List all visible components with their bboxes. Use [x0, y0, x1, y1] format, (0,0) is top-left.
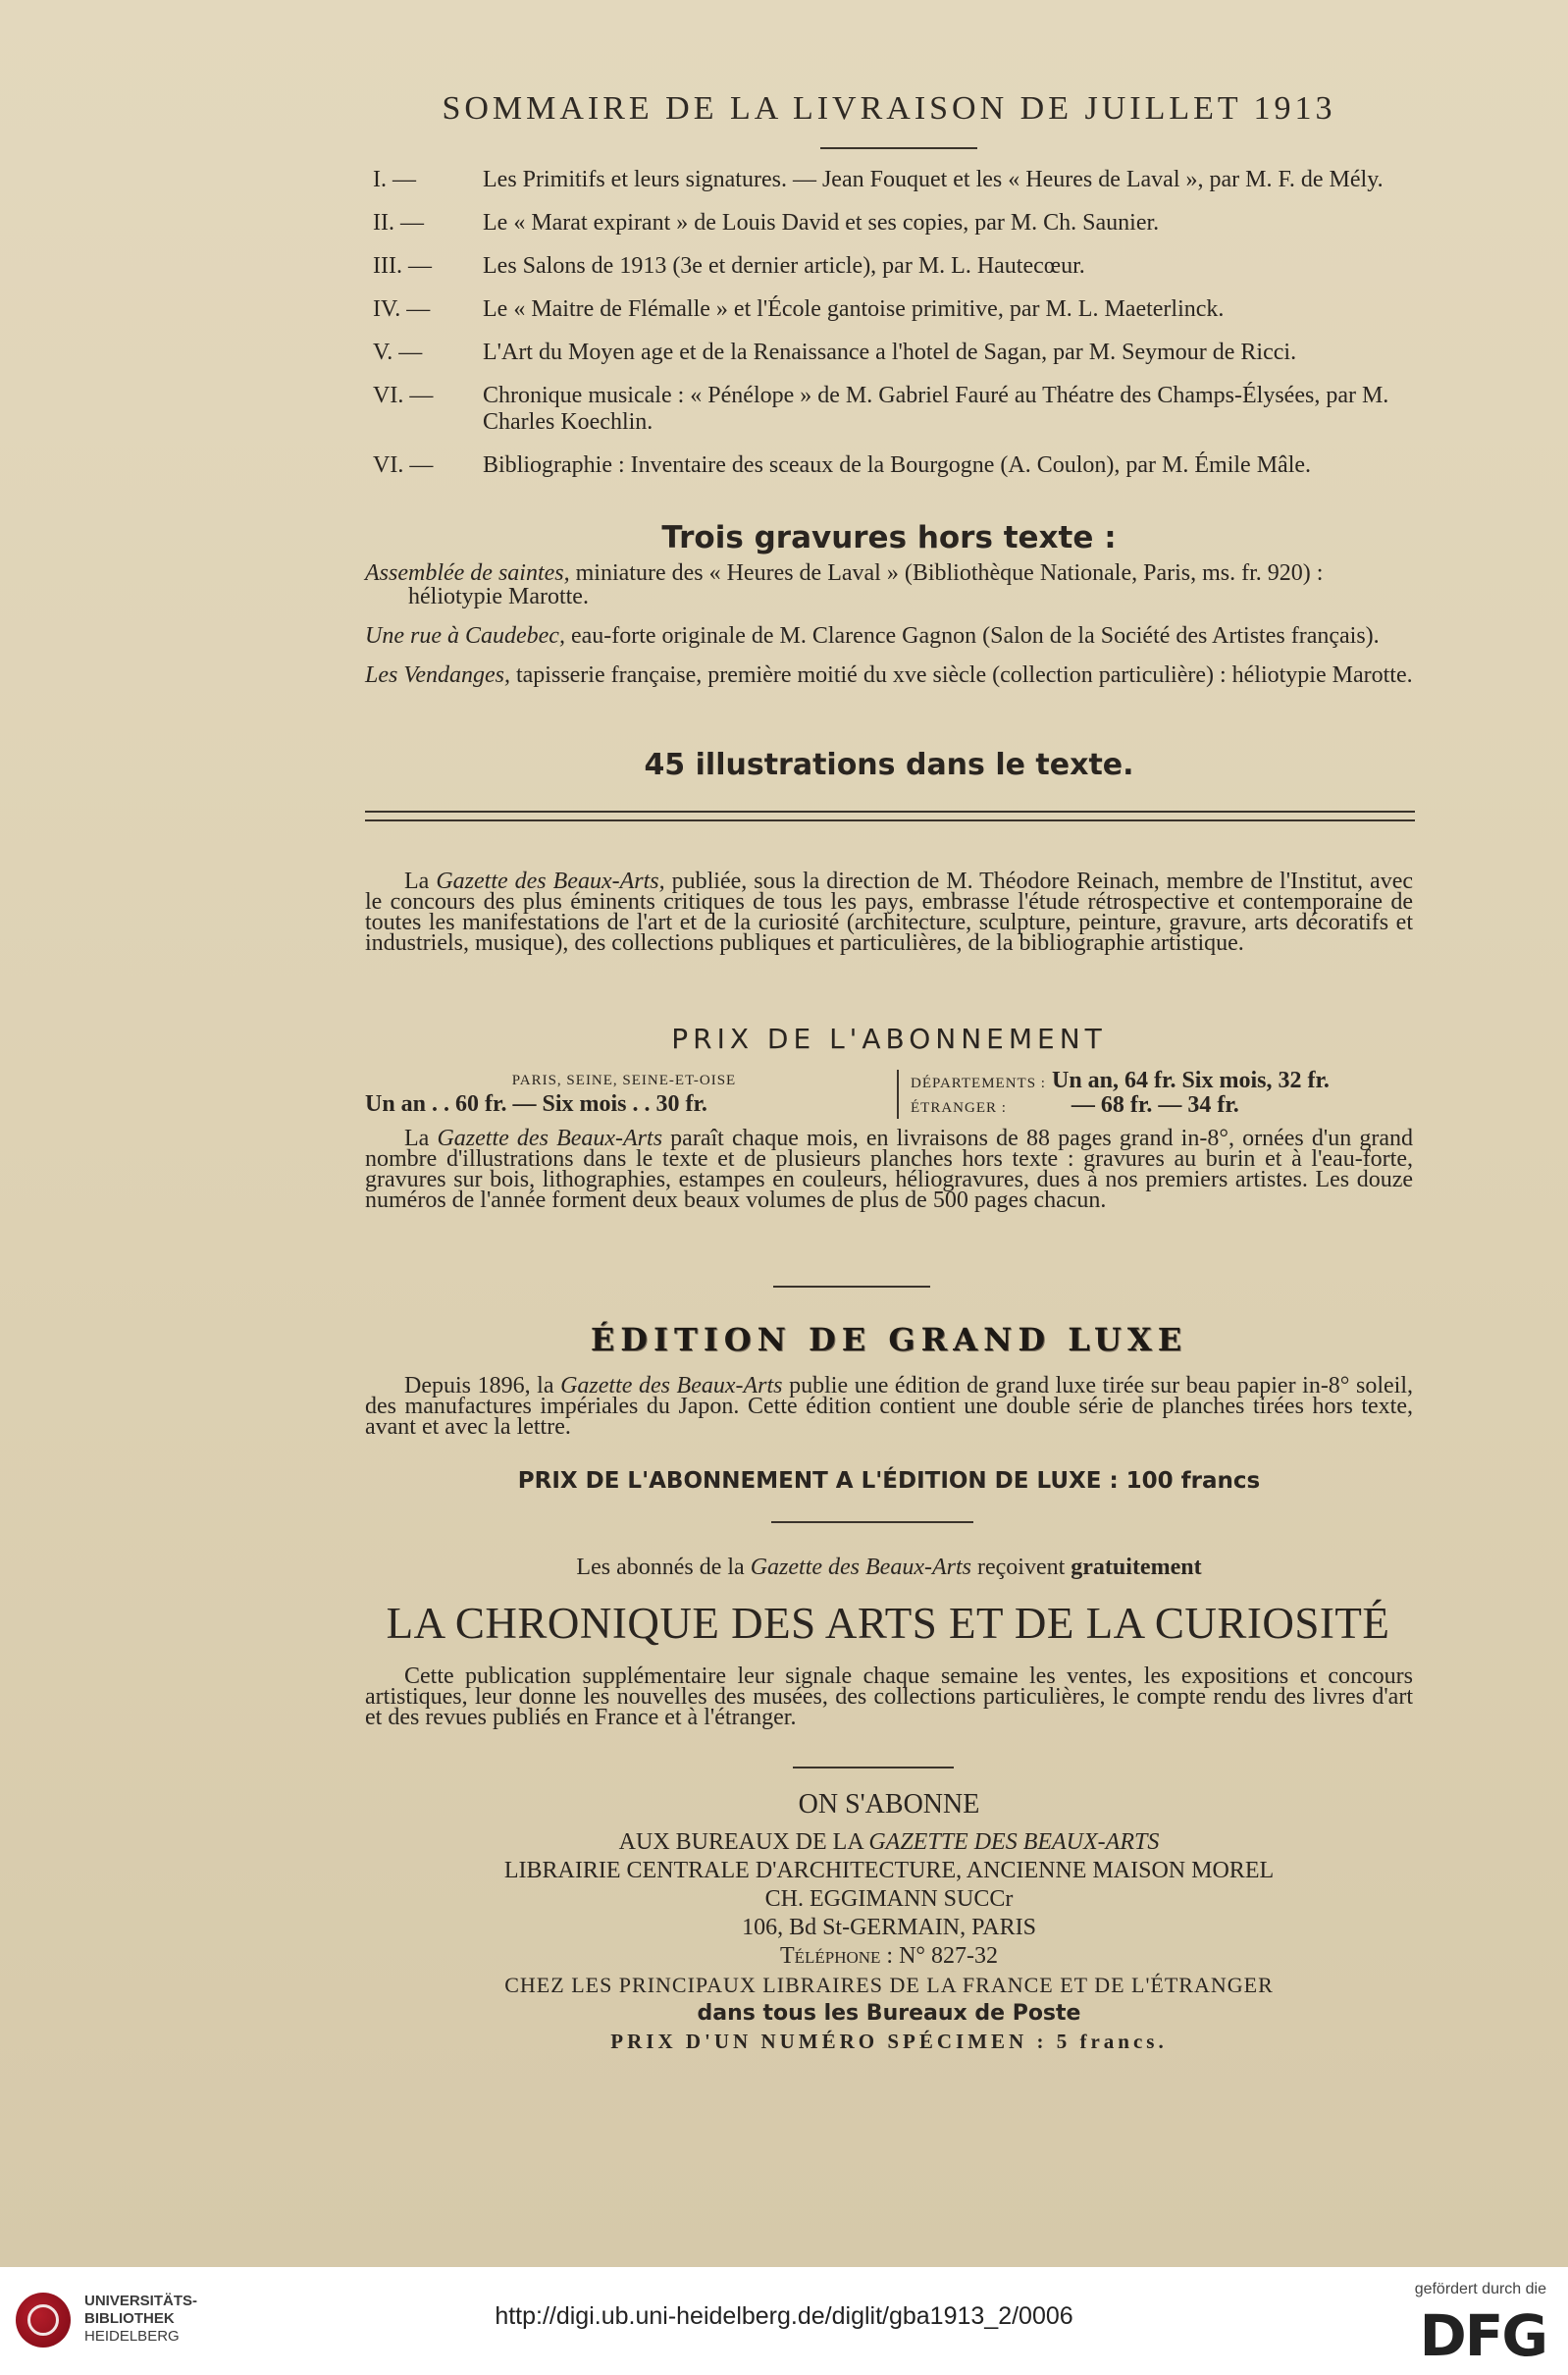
footer-bar: [0, 2267, 1568, 2375]
divider: [771, 1521, 973, 1523]
table-of-contents: [365, 167, 1425, 496]
toc-text: Le « Marat expirant » de Louis David et ses copies, par M. Ch. Saunier.: [483, 210, 1160, 236]
toc-number: III. —: [373, 253, 432, 279]
plate-description: eau-forte originale de M. Clarence Gagnon (Salon de la Société des Artistes français).: [564, 623, 1380, 649]
toc-text: Les Salons de 1913 (3e et dernier article), par M. L. Hautecœur.: [483, 253, 1085, 279]
toc-text: Les Primitifs et leurs signatures. — Jean Fouquet et les « Heures de Laval », par M. F. de Mély.: [483, 167, 1384, 192]
abonnes-line: [365, 1555, 1413, 1581]
price-label: DÉPARTEMENTS :: [911, 1076, 1046, 1091]
price-label: ÉTRANGER :: [911, 1100, 1007, 1116]
toc-number: VI. —: [373, 383, 434, 408]
prix-heading: PRIX DE L'ABONNEMENT: [671, 1023, 1107, 1055]
toc-text: Le « Maitre de Flémalle » et l'École gantoise primitive, par M. L. Maeterlinck.: [483, 296, 1225, 322]
intro-text: publiée, sous la direction de M. Théodore Reinach, membre de l'Institut, avec le concours des plus éminents critiques de tous les pays, embrasse l'étude rétrospective et contemporaine de toutes les manifestations de l'art et de la curiosité (architecture, sculpture, peinture, gravure, arts décoratifs et industriels, musique), des collections publiques et particulières, de la bibliographie artistique.: [365, 869, 1413, 956]
divider: [773, 1286, 930, 1288]
luxe-heading: ÉDITION DE GRAND LUXE: [590, 1321, 1188, 1358]
toc-text: L'Art du Moyen age et de la Renaissance a l'hotel de Sagan, par M. Seymour de Ricci.: [483, 340, 1297, 365]
price-departements: [897, 1070, 1427, 1119]
gravures-heading: Trois gravures hors texte :: [661, 520, 1117, 555]
library-name-line: BIBLIOTHEK: [84, 2310, 175, 2327]
journal-name: GAZETTE DES BEAUX-ARTS: [868, 1829, 1160, 1855]
journal-name: Gazette des Beaux-Arts: [750, 1555, 971, 1580]
toc-item: [365, 340, 1425, 366]
price-line: Un an . . 60 fr. — Six mois . . 30 fr.: [365, 1091, 707, 1117]
toc-item: [365, 383, 1425, 436]
luxe-text: publie une édition de grand luxe tirée sur beau papier in-8° soleil, des manufactures impériales du Japon. Cette édition contient une double série de planches tirées hors texte, avant et avec la lettre.: [365, 1373, 1413, 1440]
intro-lead: La: [404, 869, 437, 894]
plate-title: Les Vendanges,: [365, 662, 510, 688]
plate-description: miniature des « Heures de Laval » (Bibliothèque Nationale, Paris, ms. fr. 920) : héliotypie Marotte.: [408, 560, 1324, 609]
subscribe-phone: Téléphone : N° 827-32: [779, 1943, 999, 1969]
journal-name: Gazette des Beaux-Arts: [437, 1126, 663, 1151]
price-line: — 68 fr. — 34 fr.: [1071, 1092, 1239, 1118]
double-divider: [365, 811, 1415, 821]
subscribe-line: CH. EGGIMANN SUCCr: [764, 1886, 1014, 1912]
intro-paragraph: [365, 871, 1413, 954]
abonnes-text: reçoivent: [970, 1555, 1071, 1580]
plate-item: [365, 663, 1413, 687]
divider: [820, 147, 977, 149]
subscribe-line: dans tous les Bureaux de Poste: [697, 2001, 1081, 2026]
subscribe-line: LIBRAIRIE CENTRALE D'ARCHITECTURE, ANCIENNE MAISON MOREL: [503, 1858, 1275, 1883]
luxe-price: PRIX DE L'ABONNEMENT A L'ÉDITION DE LUXE : 100 francs: [517, 1468, 1261, 1494]
library-name-line: UNIVERSITÄTS-: [84, 2293, 198, 2309]
subscribe-heading: ON S'ABONNE: [798, 1789, 980, 1820]
toc-number: IV. —: [373, 296, 431, 322]
luxe-paragraph: [365, 1373, 1413, 1440]
toc-number: VI. —: [373, 452, 434, 478]
toc-number: II. —: [373, 210, 424, 236]
plate-item: [365, 561, 1413, 608]
toc-item: [365, 253, 1425, 280]
price-label: PARIS, SEINE, SEINE-ET-OISE: [511, 1073, 737, 1088]
chronique-paragraph: Cette publication supplémentaire leur signale chaque semaine les ventes, les expositions et concours artistiques, leur donne les nouvelles des musées, des collections particulières, le compte rendu des livres d'art et des revues publiés en France et à l'étranger.: [365, 1663, 1413, 1730]
subscribe-lead: AUX BUREAUX DE LA: [618, 1829, 869, 1855]
toc-text: Bibliographie : Inventaire des sceaux de la Bourgogne (A. Coulon), par M. Émile Mâle.: [483, 452, 1312, 478]
funding-label: gefördert durch die: [1414, 2281, 1546, 2297]
parution-lead: La: [404, 1126, 438, 1151]
abonnes-lead: Les abonnés de la: [576, 1555, 751, 1580]
journal-name: Gazette des Beaux-Arts: [560, 1373, 783, 1399]
toc-item: [365, 452, 1425, 479]
toc-number: I. —: [373, 167, 416, 192]
parution-paragraph: [365, 1126, 1413, 1213]
document-url[interactable]: http://digi.ub.uni-heidelberg.de/diglit/gba1913_2/0006: [495, 2302, 1073, 2330]
plate-title: Assemblée de saintes,: [365, 560, 570, 586]
abonnes-emphasis: gratuitement: [1071, 1555, 1202, 1580]
plate-description: tapisserie française, première moitié du xve siècle (collection particulière) : héliotypie Marotte.: [509, 662, 1413, 688]
page-title: SOMMAIRE DE LA LIVRAISON DE JUILLET 1913: [442, 90, 1336, 127]
toc-item: [365, 296, 1425, 323]
toc-number: V. —: [373, 340, 423, 365]
plates-list: [365, 561, 1413, 703]
price-line: Un an, 64 fr. Six mois, 32 fr.: [1051, 1068, 1330, 1093]
luxe-lead: Depuis 1896, la: [404, 1373, 561, 1399]
parution-text: paraît chaque mois, en livraisons de 88 pages grand in-8°, ornées d'un grand nombre d'illustrations dans le texte et de plusieurs planches hors texte : gravures au burin et à l'eau-forte, gravures sur bois, lithographies, estampes en couleurs, héliogravures, dues à nos premiers artistes. Les douze numéros de l'année forment deux beaux volumes de plus de 500 pages chacun.: [365, 1126, 1413, 1213]
chronique-title: LA CHRONIQUE DES ARTS ET DE LA CURIOSITÉ: [386, 1599, 1390, 1648]
plate-item: [365, 624, 1413, 648]
subscribe-line: CHEZ LES PRINCIPAUX LIBRAIRES DE LA FRANCE ET DE L'ÉTRANGER: [504, 1973, 1274, 1997]
dfg-logo[interactable]: DFG: [1419, 2302, 1546, 2369]
subscribe-line: [365, 1828, 1413, 1857]
divider: [793, 1767, 954, 1768]
toc-item: [365, 210, 1425, 237]
subscribe-block: [365, 1790, 1413, 2056]
price-paris: [365, 1070, 883, 1115]
subscribe-line: 106, Bd St-GERMAIN, PARIS: [742, 1915, 1036, 1940]
toc-text: Chronique musicale : « Pénélope » de M. Gabriel Fauré au Théatre des Champs-Élysées, par M. Charles Koechlin.: [483, 383, 1389, 435]
specimen-price: PRIX D'UN NUMÉRO SPÉCIMEN : 5 francs.: [610, 2030, 1168, 2053]
library-name-line: HEIDELBERG: [84, 2328, 180, 2345]
plate-title: Une rue à Caudebec,: [365, 623, 565, 649]
illustrations-heading: 45 illustrations dans le texte.: [644, 748, 1134, 782]
toc-item: [365, 167, 1425, 193]
journal-name: Gazette des Beaux-Arts,: [436, 869, 665, 894]
